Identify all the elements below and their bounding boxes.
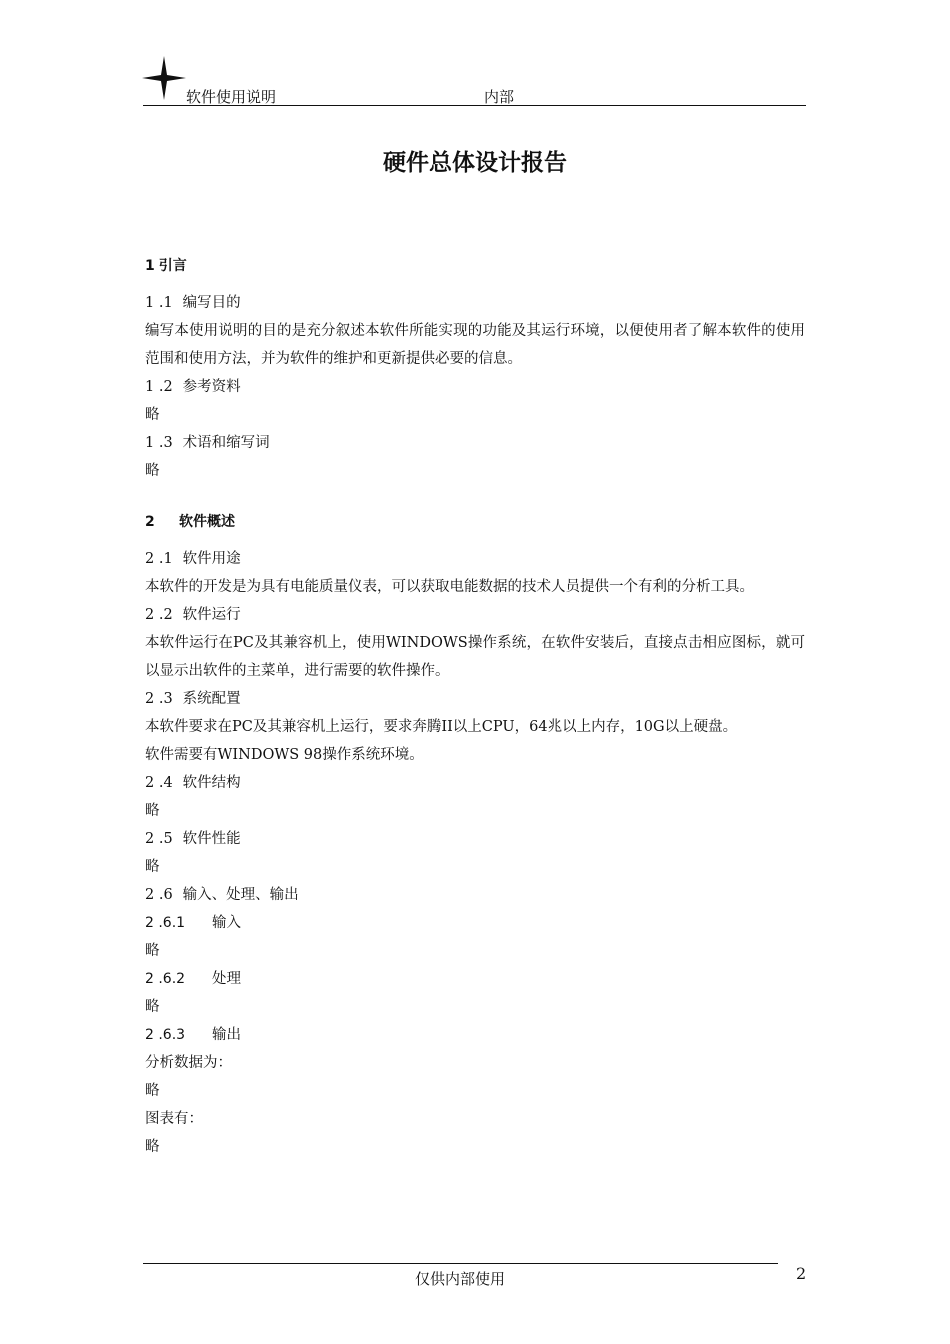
- subsubsection-number: 2 .6.2: [145, 971, 186, 987]
- paragraph-2-3-line-1: 本软件要求在PC及其兼容机上运行，要求奔腾II以上CPU，64兆以上内存，10G以上硬盘。: [145, 719, 738, 735]
- subsection-title: 软件性能: [182, 831, 241, 847]
- subsection-heading-1-2: [145, 373, 805, 401]
- subsection-number: 1 .1: [145, 295, 173, 311]
- subsubsection-heading-2-6-2: [145, 965, 805, 993]
- subsection-heading-2-6: [145, 881, 805, 909]
- paragraph-2-6-3-line-2: 略: [145, 1083, 160, 1099]
- paragraph-2-6-2: 略: [145, 999, 160, 1015]
- document-body: [145, 251, 805, 1161]
- section-number: 2: [145, 514, 155, 530]
- subsection-heading-1-3: [145, 429, 805, 457]
- compass-star-logo-icon: [142, 56, 186, 100]
- subsection-number: 2 .2: [145, 607, 173, 623]
- header-rule: [143, 105, 806, 106]
- subsection-number: 2 .3: [145, 691, 173, 707]
- paragraph-2-1: 本软件的开发是为具有电能质量仪表，可以获取电能数据的技术人员提供一个有利的分析工具。: [145, 579, 754, 595]
- paragraph-1-2: 略: [145, 407, 160, 423]
- paragraph-2-5: 略: [145, 859, 160, 875]
- paragraph-2-3-line-2: 软件需要有WINDOWS 98操作系统环境。: [145, 747, 424, 763]
- subsubsection-title: 输出: [212, 1027, 241, 1043]
- subsection-number: 2 .5: [145, 831, 173, 847]
- subsection-heading-1-1: [145, 289, 805, 317]
- subsection-heading-2-4: [145, 769, 805, 797]
- paragraph-2-6-3-line-4: 略: [145, 1139, 160, 1155]
- section-title: 软件概述: [179, 514, 235, 530]
- section-number: 1: [145, 258, 155, 274]
- subsection-number: 1 .3: [145, 435, 173, 451]
- subsection-number: 1 .2: [145, 379, 173, 395]
- paragraph-1-3: 略: [145, 463, 160, 479]
- footer-rule: [143, 1263, 778, 1264]
- subsubsection-title: 输入: [212, 915, 241, 931]
- section-heading-1: [145, 251, 805, 281]
- subsubsection-heading-2-6-3: [145, 1021, 805, 1049]
- subsubsection-number: 2 .6.1: [145, 915, 186, 931]
- paragraph-2-2: 本软件运行在PC及其兼容机上，使用WINDOWS操作系统，在软件安装后，直接点击相应图标，就可以显示出软件的主菜单，进行需要的软件操作。: [145, 635, 805, 679]
- subsection-heading-2-2: [145, 601, 805, 629]
- subsection-number: 2 .1: [145, 551, 173, 567]
- section-heading-2: [145, 507, 805, 537]
- paragraph-2-6-3-line-3: 图表有：: [145, 1111, 203, 1127]
- subsection-title: 软件运行: [182, 607, 241, 623]
- subsection-title: 输入、处理、输出: [182, 887, 299, 903]
- subsection-heading-2-3: [145, 685, 805, 713]
- page-number: 2: [796, 1264, 807, 1283]
- subsection-title: 软件用途: [182, 551, 241, 567]
- section-title: 引言: [158, 258, 187, 274]
- subsubsection-title: 处理: [212, 971, 241, 987]
- subsection-heading-2-1: [145, 545, 805, 573]
- subsection-title: 系统配置: [182, 691, 241, 707]
- paragraph-2-4: 略: [145, 803, 160, 819]
- paragraph-2-6-1: 略: [145, 943, 160, 959]
- footer-note: 仅供内部使用: [414, 1270, 505, 1288]
- subsection-number: 2 .6: [145, 887, 173, 903]
- subsection-title: 编写目的: [182, 295, 241, 311]
- paragraph-1-1: 编写本使用说明的目的是充分叙述本软件所能实现的功能及其运行环境，以便使用者了解本软件的使用范围和使用方法，并为软件的维护和更新提供必要的信息。: [145, 323, 805, 367]
- subsection-number: 2 .4: [145, 775, 173, 791]
- document-title: 硬件总体设计报告: [383, 150, 567, 176]
- subsection-title: 术语和缩写词: [182, 435, 270, 451]
- paragraph-2-6-3-line-1: 分析数据为：: [145, 1055, 232, 1071]
- subsection-heading-2-5: [145, 825, 805, 853]
- subsection-title: 参考资料: [182, 379, 241, 395]
- subsubsection-heading-2-6-1: [145, 909, 805, 937]
- header-classification: 内部: [484, 88, 515, 106]
- header-doc-type: 软件使用说明: [186, 88, 277, 106]
- subsection-title: 软件结构: [182, 775, 241, 791]
- subsubsection-number: 2 .6.3: [145, 1027, 186, 1043]
